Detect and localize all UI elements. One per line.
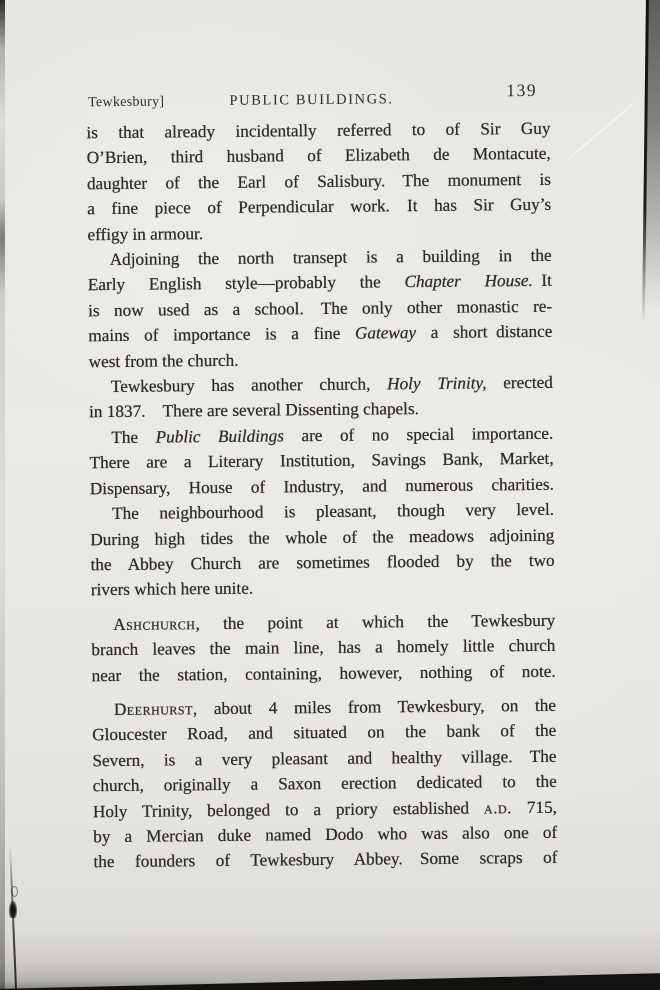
text-segment: the Abbey Church are sometimes flooded by the two	[90, 550, 555, 575]
page-number: 139	[506, 79, 538, 101]
text-segment: daughter of the Earl of Salisbury. The monument is	[86, 169, 551, 194]
text-segment: a fine piece of Perpendicular work. It has Sir Guy’s	[87, 194, 552, 219]
text-segment: in 1837. There are several Dissenting chapels.	[89, 399, 419, 422]
text-segment: the founders of Tewkesbury Abbey. Some scraps of	[93, 848, 558, 872]
text-line	[90, 497, 554, 527]
text-line	[92, 658, 556, 688]
italic-text: Holy Trinity,	[387, 373, 487, 394]
text-segment: Gloucester Road, and situated on the bank of the	[92, 721, 557, 745]
smallcaps-text: Deerhurst	[113, 699, 193, 719]
text-line	[93, 769, 557, 799]
text-line	[88, 319, 552, 349]
ink-blob-mark	[9, 901, 17, 918]
text-segment: The neighbourhood is pleasant, though very level.	[111, 499, 555, 524]
text-line	[91, 633, 555, 663]
text-segment: west from the church.	[88, 350, 239, 371]
text-segment: Tewkesbury has another church,	[110, 374, 388, 397]
header-section-label: Tewkesbury]	[88, 94, 165, 111]
page-content	[86, 79, 558, 875]
text-segment: 715,	[511, 797, 558, 817]
text-segment: Early English style—probably the	[87, 272, 405, 295]
text-segment: Adjoining the north transept is a building in the	[109, 245, 552, 270]
text-segment: , about 4 miles from Tewkesbury, on the	[192, 695, 557, 719]
text-line	[93, 845, 557, 875]
text-segment: During high tides the whole of the meadows adjoining	[90, 525, 555, 549]
text-segment: near the station, containing, however, nothing of note.	[91, 661, 556, 685]
paragraph	[92, 693, 558, 875]
paragraph	[88, 243, 553, 374]
text-line	[91, 573, 555, 603]
text-segment: rivers which here unite.	[90, 578, 254, 600]
italic-text: Chapter House.	[404, 271, 533, 292]
text-segment: mains of importance is a fine	[88, 323, 356, 346]
page-header	[86, 79, 550, 116]
text-segment: a short distance	[415, 322, 553, 343]
text-segment: , the point at which the Tewkesbury	[195, 610, 556, 633]
text-segment: O’Brien, third husband of Elizabeth de Montacute,	[86, 144, 551, 168]
text-segment: is now used as a school. The only other monastic re-	[88, 296, 553, 321]
smallcaps-text: a.d.	[483, 797, 513, 818]
header-running-title: PUBLIC BUILDINGS.	[229, 91, 394, 109]
text-segment: church, originally a Saxon erection dedicated to the	[92, 771, 557, 796]
text-segment: erected	[486, 372, 553, 393]
text-line	[90, 548, 554, 578]
italic-text: Public Buildings	[155, 426, 284, 447]
ink-dot-mark	[11, 886, 18, 897]
text-segment: Dispensary, House of Industry, and numerous charities.	[89, 474, 554, 498]
text-segment: It	[532, 271, 552, 291]
text-segment: Severn, is a very pleasant and healthy village. The	[92, 746, 557, 770]
text-segment: by a Mercian duke named Dodo who was also one of	[93, 822, 558, 847]
text-block	[86, 116, 557, 875]
text-segment: are of no special importance.	[283, 423, 554, 446]
text-line	[89, 370, 553, 400]
text-segment: The	[111, 427, 156, 447]
text-segment: Holy Trinity, belonged to a priory established	[92, 798, 485, 821]
italic-text: Gateway	[354, 323, 417, 343]
paragraph	[86, 116, 551, 247]
paragraph	[91, 607, 556, 688]
scan-scratch-mark	[558, 96, 643, 169]
paragraph	[89, 370, 553, 425]
text-segment: There are a Literary Institution, Savings Bank, Market,	[89, 449, 554, 473]
text-segment: branch leaves the main line, has a homely little church	[91, 635, 556, 660]
paragraph	[90, 497, 555, 603]
text-segment: is that already incidentally referred to of Sir Guy	[86, 118, 551, 143]
smallcaps-text: Ashchurch	[113, 613, 196, 634]
scan-edge-left	[0, 0, 5, 990]
paragraph	[89, 421, 554, 502]
text-segment: effigy in armour.	[87, 223, 204, 244]
text-line	[87, 192, 551, 222]
